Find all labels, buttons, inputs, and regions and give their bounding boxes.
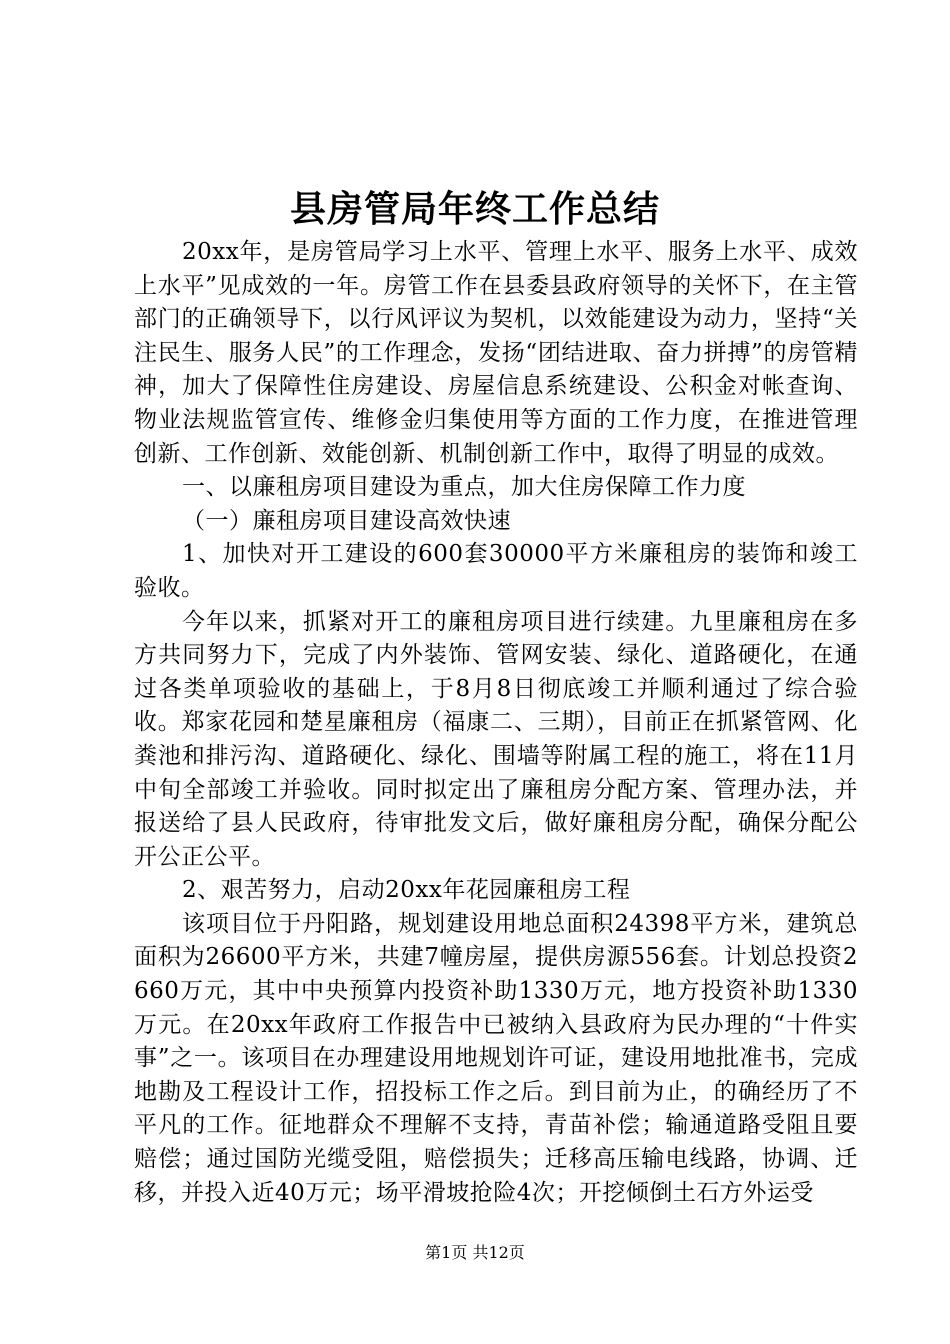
item-heading-1: 1、加快对开工建设的600套30000平方米廉租房的装饰和竣工验收。 bbox=[134, 541, 858, 601]
paragraph-intro: 20xx年，是房管局学习上水平、管理上水平、服务上水平、成效上水平”见成效的一年。房管工作在县委县政府领导的关怀下，在主管部门的正确领导下，以行风评议为契机，以效能建设为动力，坚持“关注民生、服务人民”的工作理念，发扬“团结进取、奋力拼搏”的房管精神，加大了保障性住房建设、房屋信息系统建设、公积金对帐查询、物业法规监管宣传、维修金归集使用等方面的工作力度，在推进管理创新、工作创新、效能创新、机制创新工作中，取得了明显的成效。 bbox=[134, 239, 858, 467]
paragraph-progress: 今年以来，抓紧对开工的廉租房项目进行续建。九里廉租房在多方共同努力下，完成了内外装饰、管网安装、绿化、道路硬化，在通过各类单项验收的基础上，于8月8日彻底竣工并顺利通过了综合验收。郑家花园和楚星廉租房（福康二、三期），目前正在抓紧管网、化粪池和排污沟、道路硬化、绿化、围墙等附属工程的施工，将在11月中旬全部竣工并验收。同时拟定出了廉租房分配方案、管理办法，并报送给了县人民政府，待审批发文后，做好廉租房分配，确保分配公开公正公平。 bbox=[134, 608, 858, 870]
paragraph-project: 该项目位于丹阳路，规划建设用地总面积24398平方米，建筑总面积为26600平方米，共建7幢房屋，提供房源556套。计划总投资2660万元，其中中央预算内投资补助1330万元，地方投资补助1330万元。在20xx年政府工作报告中已被纳入县政府为民办理的“十件实事”之一。该项目在办理建设用地规划许可证，建设用地批准书，完成地勘及工程设计工作，招投标工作之后。到目前为止，的确经历了不平凡的工作。征地群众不理解不支持，青苗补偿；输通道路受阻且要赔偿；通过国防光缆受阻，赔偿损失；迁移高压输电线路，协调、迁移，并投入近40万元；场平滑坡抢险4次；开挖倾倒土石方外运受 bbox=[134, 910, 858, 1206]
item-heading-2: 2、艰苦努力，启动20xx年花园廉租房工程 bbox=[182, 877, 631, 904]
section-heading-1: 一、以廉租房项目建设为重点，加大住房保障工作力度 bbox=[182, 474, 746, 501]
document-title: 县房管局年终工作总结 bbox=[289, 188, 660, 230]
page-footer: 第1页 共12页 bbox=[425, 1243, 525, 1262]
subsection-heading-1: （一）廉租房项目建设高效快速 bbox=[182, 507, 511, 534]
document-body bbox=[134, 236, 858, 1210]
